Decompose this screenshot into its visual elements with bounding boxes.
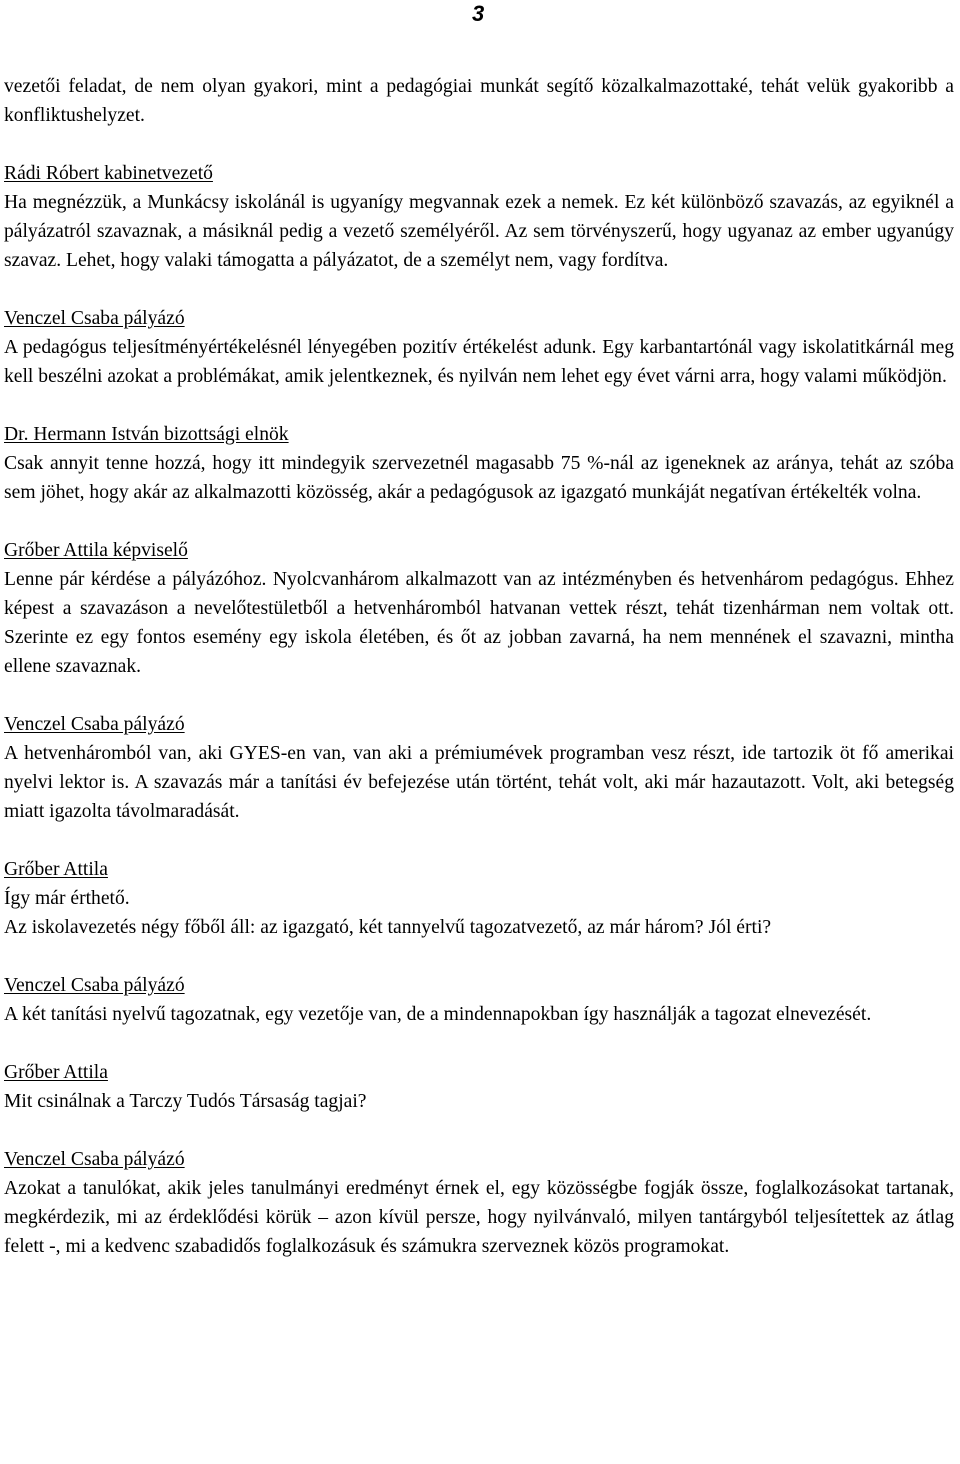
- transcript-block: [4, 420, 954, 507]
- speaker-name: Grőber Attila: [4, 859, 108, 880]
- paragraph-text: A két tanítási nyelvű tagozatnak, egy vezetője van, de a mindennapokban így használják a tagozat elnevezését.: [4, 1004, 872, 1025]
- transcript-block: [4, 304, 954, 391]
- paragraph-text: Azokat a tanulókat, akik jeles tanulmányi eredményt érnek el, egy közösségbe fogják össze, foglalkozásokat tartanak, megkérdezik, mi az érdeklődési körük – azon kívül persze, hogy nyilvánvaló, milyen tantárgyból teljesítettek az átlag felett -, mi a kedvenc szabadidős foglalkozásuk és számukra szerveznek közös programokat.: [4, 1178, 954, 1257]
- speaker-name: Grőber Attila képviselő: [4, 540, 188, 561]
- speaker-name: Dr. Hermann István bizottsági elnök: [4, 424, 289, 445]
- speaker-name: Grőber Attila: [4, 1062, 108, 1083]
- paragraph-text: Ha megnézzük, a Munkácsy iskolánál is ugyanígy megvannak ezek a nemek. Ez két különböző szavazás, az egyiknél a pályázatról szavaznak, a másiknál pedig a vezető személyéről. Az sem törvényszerű, hogy ugyanaz az ember ugyanúgy szavaz. Lehet, hogy valaki támogatta a pályázatot, de a személyt nem, vagy fordítva.: [4, 192, 954, 271]
- paragraph-text: Lenne pár kérdése a pályázóhoz. Nyolcvanhárom alkalmazott van az intézményben és hetvenhárom pedagógus. Ehhez képest a szavazáson a nevelőtestületből a hetvenháromból hatvanan vettek részt, tehát tizenhárman nem voltak ott. Szerinte ez egy fontos esemény egy iskola életében, és őt az jobban zavarná, ha nem mennének el szavazni, mintha ellene szavaznak.: [4, 569, 954, 677]
- transcript-block: [4, 971, 954, 1029]
- document-body: [4, 72, 954, 1261]
- paragraph-text: Az iskolavezetés négy főből áll: az igazgató, két tannyelvű tagozatvezető, az már három? Jól érti?: [4, 917, 772, 938]
- speaker-name: Venczel Csaba pályázó: [4, 714, 185, 735]
- transcript-block: [4, 536, 954, 681]
- transcript-block: [4, 159, 954, 275]
- paragraph-text: Mit csinálnak a Tarczy Tudós Társaság tagjai?: [4, 1091, 367, 1112]
- paragraph-text: A hetvenháromból van, aki GYES-en van, van aki a prémiumévek programban vesz részt, ide tartozik öt fő amerikai nyelvi lektor is. A szavazás már a tanítási év befejezése után történt, tehát volt, aki már hazautazott. Volt, aki betegség miatt igazolta távolmaradását.: [4, 743, 954, 822]
- speaker-name: Rádi Róbert kabinetvezető: [4, 163, 213, 184]
- paragraph-text: Így már érthető.: [4, 888, 130, 909]
- speaker-name: Venczel Csaba pályázó: [4, 1149, 185, 1170]
- transcript-block: [4, 1145, 954, 1261]
- transcript-block: [4, 72, 954, 130]
- transcript-block: [4, 855, 954, 942]
- paragraph-text: vezetői feladat, de nem olyan gyakori, mint a pedagógiai munkát segítő közalkalmazottaké, tehát velük gyakoribb a konfliktushelyzet.: [4, 76, 954, 126]
- paragraph-text: Csak annyit tenne hozzá, hogy itt mindegyik szervezetnél magasabb 75 %-nál az igeneknek az aránya, tehát az szóba sem jöhet, hogy akár az alkalmazotti közösség, akár a pedagógusok az igazgató munkáját negatívan értékelték volna.: [4, 453, 954, 503]
- page-number: 3: [472, 1, 485, 26]
- speaker-name: Venczel Csaba pályázó: [4, 308, 185, 329]
- paragraph-text: A pedagógus teljesítményértékelésnél lényegében pozitív értékelést adunk. Egy karbantartónál vagy iskolatitkárnál meg kell beszélni azokat a problémákat, amik jelentkeznek, és nyilván nem lehet egy évet várni arra, hogy valami működjön.: [4, 337, 954, 387]
- speaker-name: Venczel Csaba pályázó: [4, 975, 185, 996]
- transcript-block: [4, 1058, 954, 1116]
- transcript-block: [4, 710, 954, 826]
